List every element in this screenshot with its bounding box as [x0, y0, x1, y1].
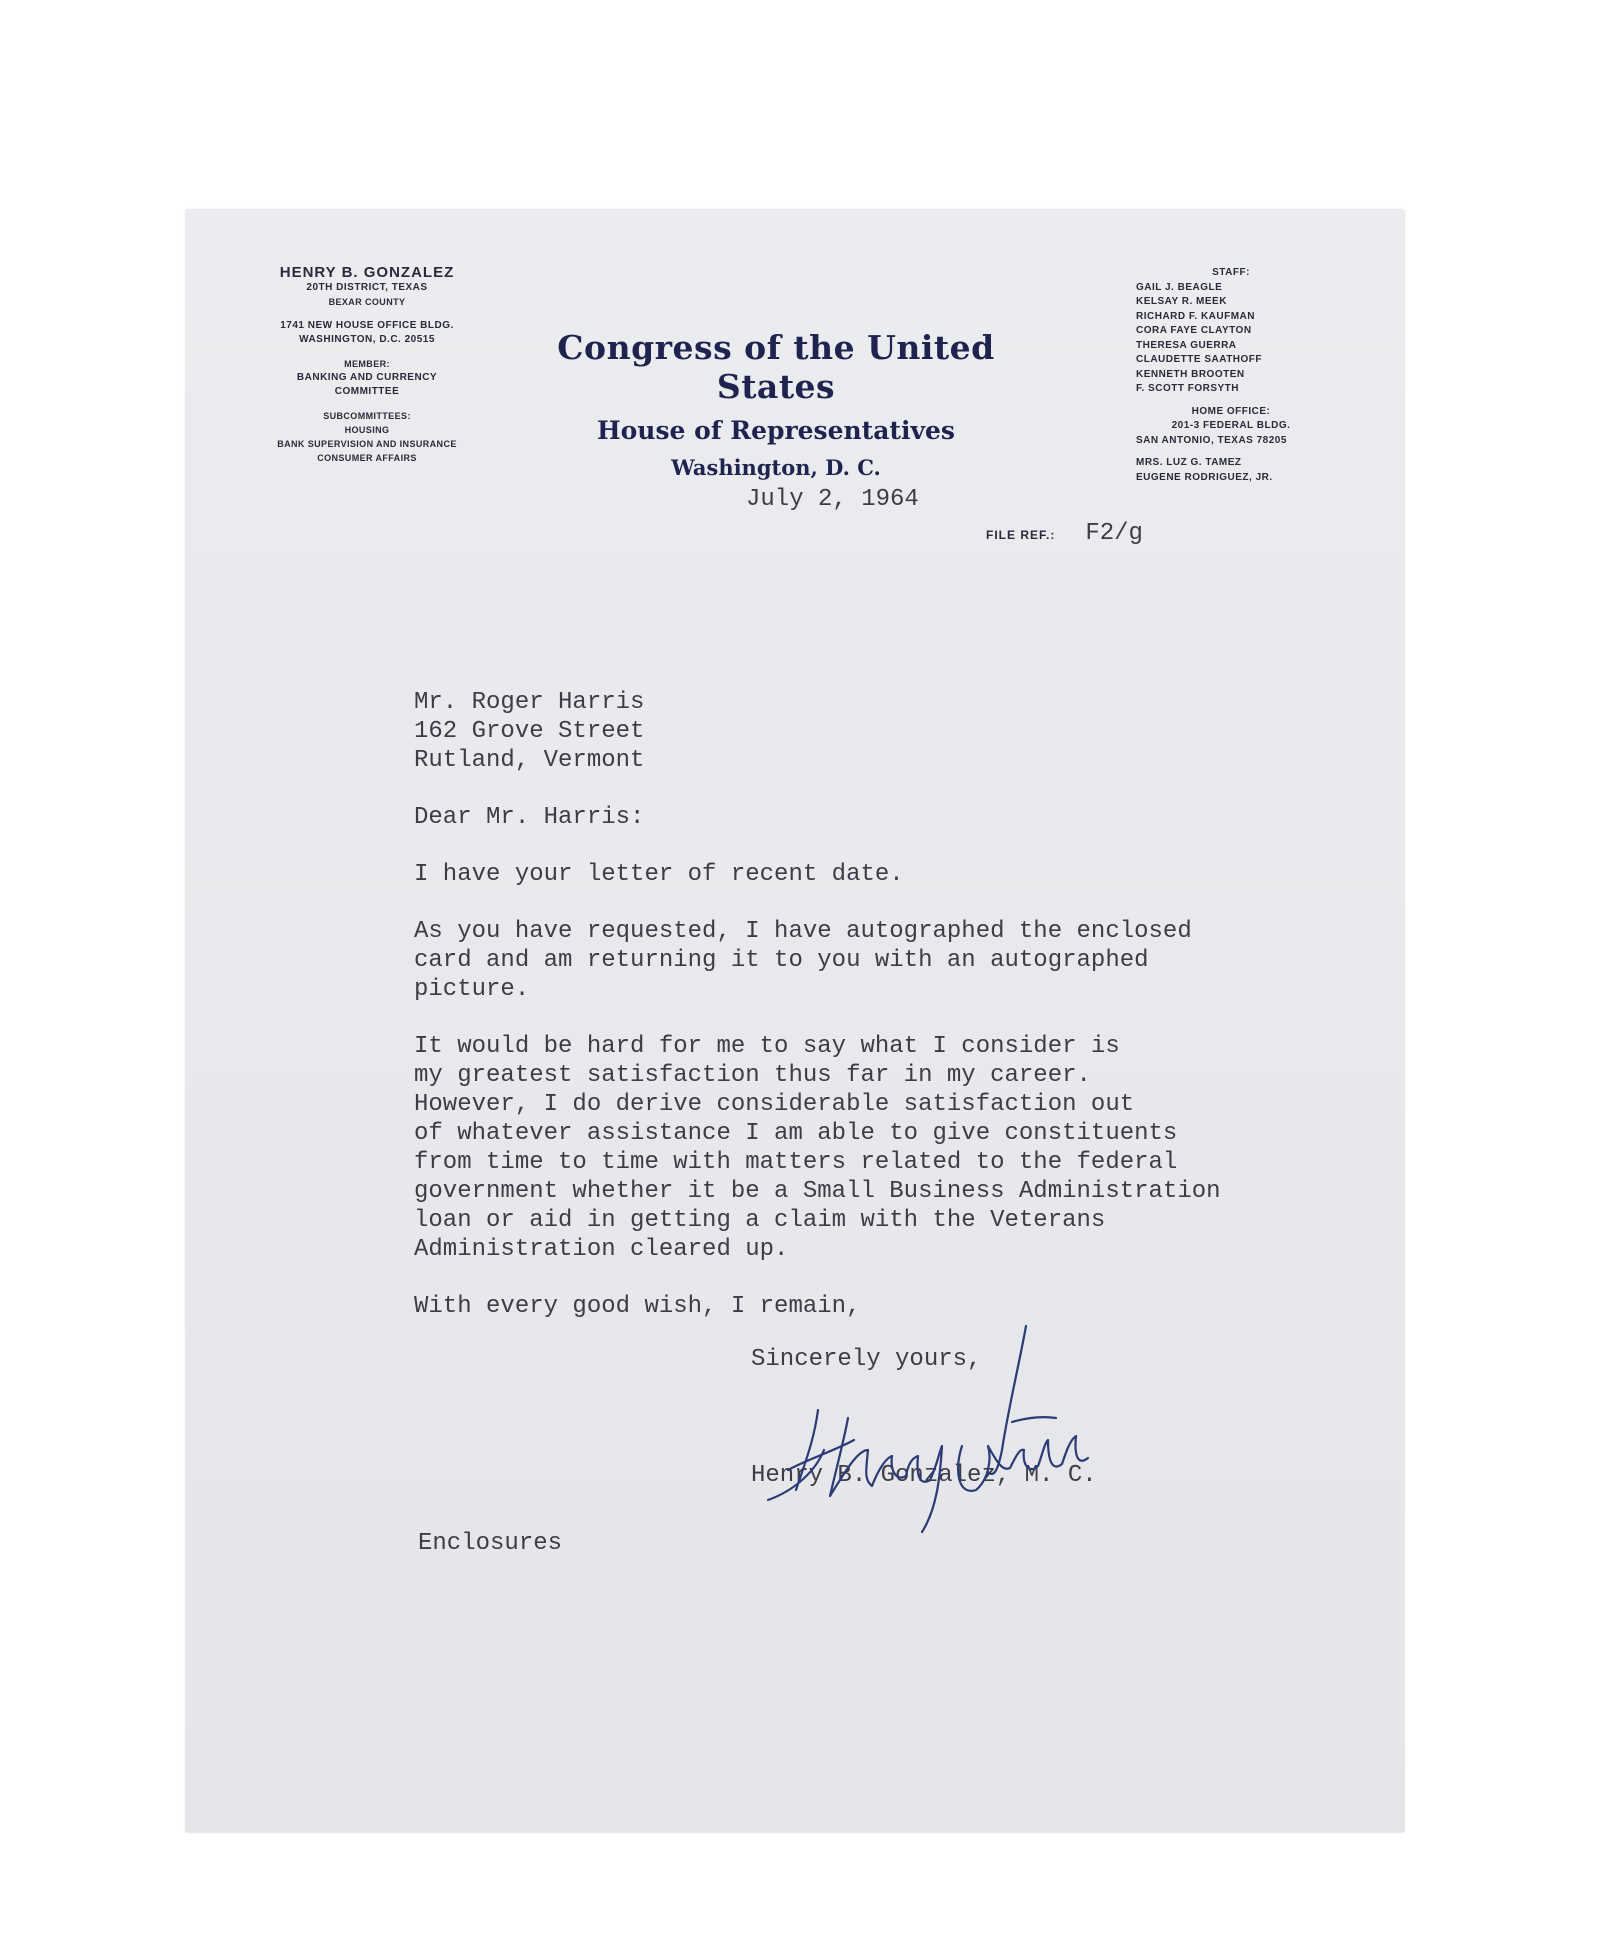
letter-body: [414, 688, 1314, 1349]
home-office-city: SAN ANTONIO, TEXAS 78205: [1136, 434, 1287, 446]
paragraph: I have your letter of recent date.: [414, 861, 904, 888]
committee-name-2: COMMITTEE: [334, 386, 400, 397]
staff-name: CLAUDETTE SAATHOFF: [1136, 354, 1263, 365]
member-office: 1741 NEW HOUSE OFFICE BLDG.: [280, 320, 454, 331]
congress-title: Congress of the United States: [557, 328, 995, 406]
address-line: Rutland, Vermont: [414, 747, 645, 774]
member-label: MEMBER:: [344, 359, 390, 369]
house-title: House of Representatives: [597, 416, 955, 445]
address-line: 162 Grove Street: [414, 718, 645, 745]
letter-page: [186, 210, 1404, 1832]
staff-name: CORA FAYE CLAYTON: [1136, 325, 1252, 336]
address-line: Mr. Roger Harris: [414, 689, 645, 716]
staff-name: F. SCOTT FORSYTH: [1136, 383, 1239, 394]
home-staff-name: EUGENE RODRIGUEZ, JR.: [1136, 471, 1273, 483]
staff-label: STAFF:: [1212, 267, 1250, 278]
committee-name: BANKING AND CURRENCY: [296, 372, 438, 383]
member-district: 20TH DISTRICT, TEXAS: [306, 282, 428, 293]
letter-date: July 2, 1964: [746, 486, 919, 513]
recipient-address: [414, 688, 1314, 775]
location-title: Washington, D. C.: [671, 455, 881, 480]
file-reference: [986, 520, 1143, 547]
file-ref-label: FILE REF.:: [986, 528, 1056, 542]
enclosures-note: Enclosures: [418, 1530, 563, 1557]
member-name: HENRY B. GONZALEZ: [279, 264, 455, 281]
home-staff-name: MRS. LUZ G. TAMEZ: [1136, 457, 1242, 468]
subcommittee-1: HOUSING: [344, 425, 390, 435]
file-ref-value: F2/g: [1085, 520, 1143, 547]
subcommittee-2: BANK SUPERVISION AND INSURANCE: [277, 439, 457, 449]
home-office-label: HOME OFFICE:: [1191, 405, 1271, 417]
paragraph: As you have requested, I have autographed the enclosed card and am returning it to you with an autographed picture.: [414, 918, 1192, 1003]
staff-name: KELSAY R. MEEK: [1136, 296, 1227, 307]
closing: Sincerely yours,: [751, 1346, 982, 1373]
staff-name: GAIL J. BEAGLE: [1136, 281, 1223, 293]
letterhead-title: [516, 328, 1036, 480]
subcommittee-3: CONSUMER AFFAIRS: [317, 453, 417, 463]
subcommittees-label: SUBCOMMITTEES:: [323, 411, 411, 421]
member-city: WASHINGTON, D.C. 20515: [299, 334, 435, 345]
typed-signature-name: Henry B. Gonzalez, M. C.: [751, 1462, 1097, 1489]
staff-name: THERESA GUERRA: [1136, 339, 1237, 351]
paragraph: With every good wish, I remain,: [414, 1293, 861, 1320]
member-county: BEXAR COUNTY: [328, 297, 406, 307]
letterhead-member-block: [237, 264, 497, 465]
staff-name: KENNETH BROOTEN: [1136, 368, 1245, 380]
staff-name: RICHARD F. KAUFMAN: [1136, 310, 1255, 322]
letterhead-staff-block: [1136, 266, 1326, 485]
paragraph: It would be hard for me to say what I consider is my greatest satisfaction thus far in my career. However, I do derive considerable satisfaction out of whatever assistance I am able to give constituents from time to time with matters related to the federal government whether it be a Small Business Administration loan or aid in getting a claim with the Veterans Administration cleared up.: [414, 1033, 1221, 1263]
salutation: Dear Mr. Harris:: [414, 804, 645, 831]
handwritten-signature: [726, 1300, 1106, 1540]
home-office-address: 201-3 FEDERAL BLDG.: [1171, 420, 1291, 431]
